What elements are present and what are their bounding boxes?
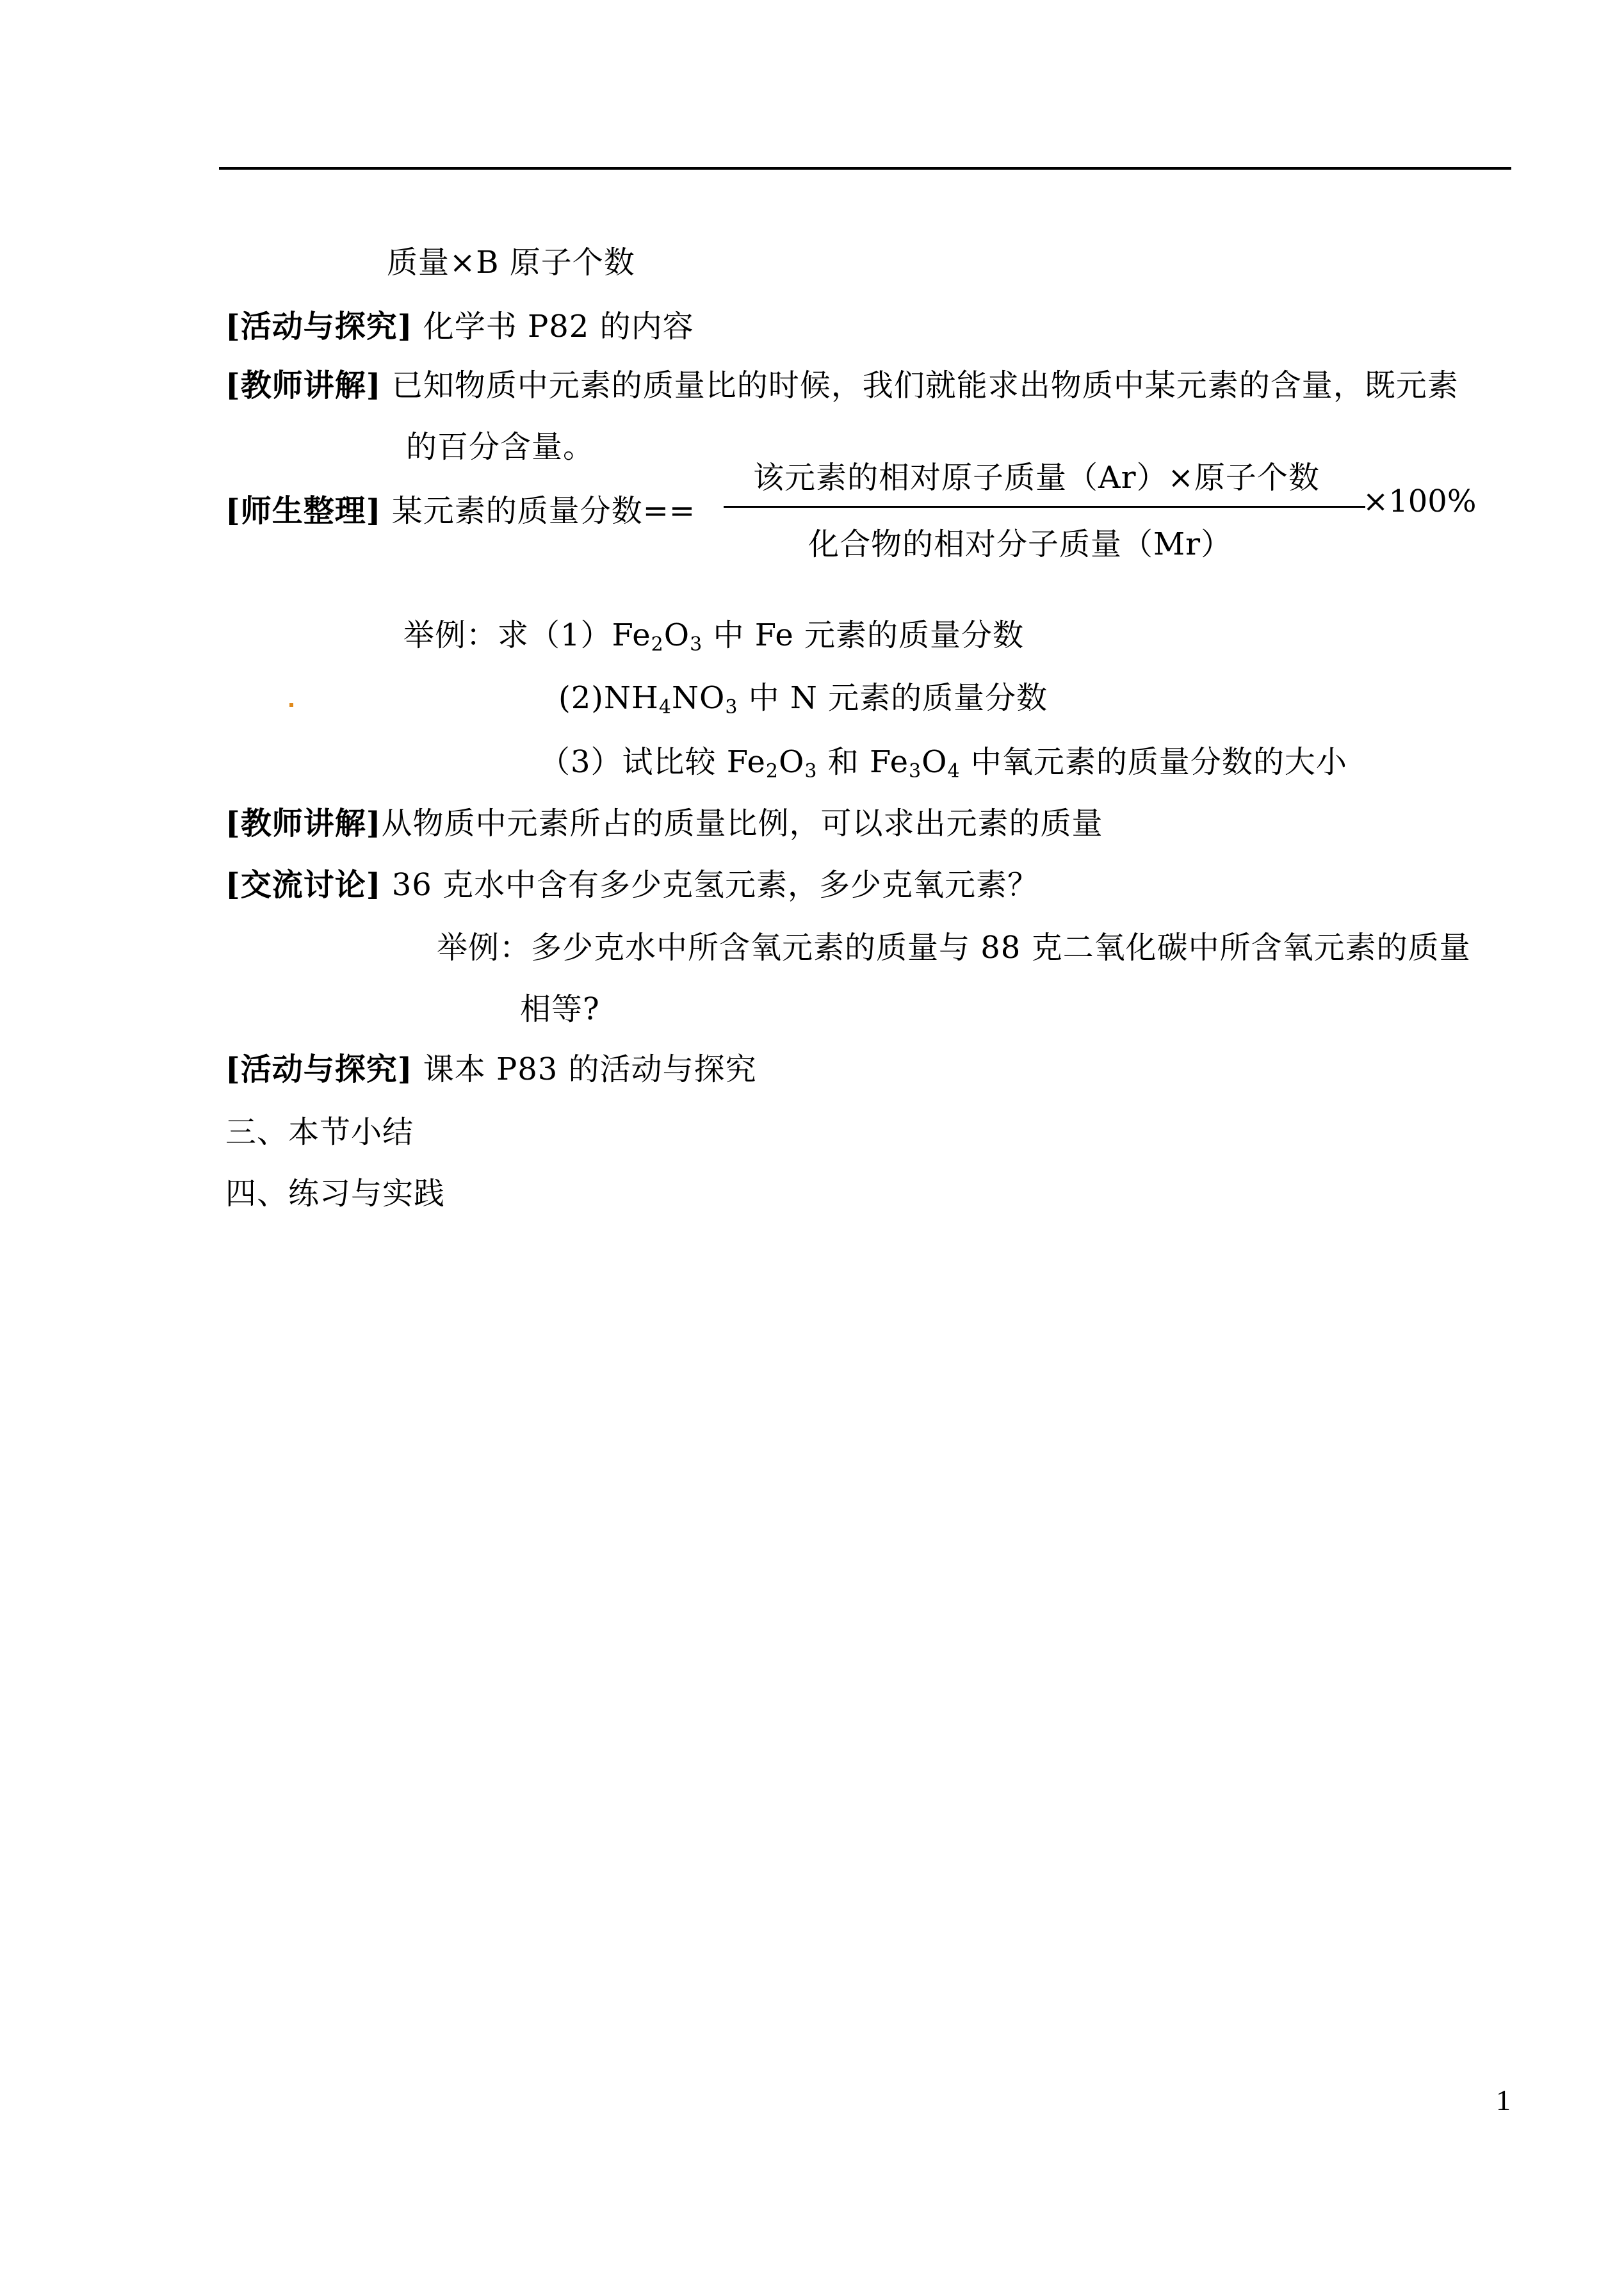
line-text: 36 克水中含有多少克氢元素，多少克氧元素？ bbox=[381, 867, 1039, 903]
line-text: 质量×B 原子个数 bbox=[387, 245, 635, 280]
example-water-co2 bbox=[437, 929, 1471, 967]
line-text: 化学书 P82 的内容 bbox=[412, 309, 694, 345]
example-3 bbox=[539, 743, 1347, 781]
example-text: 中氧元素的质量分数的大小 bbox=[960, 744, 1347, 780]
line-text: 相等? bbox=[520, 991, 600, 1027]
formula-numerator: 该元素的相对原子质量（Ar）×原子个数 bbox=[753, 460, 1320, 496]
section-tag: [交流讨论] bbox=[225, 867, 382, 903]
subscript: 2 bbox=[765, 760, 779, 783]
example-text: （3）试比较 Fe bbox=[539, 744, 766, 780]
example-text: 和 Fe bbox=[817, 744, 909, 780]
example-text: O bbox=[778, 744, 805, 780]
page-number: 1 bbox=[1496, 2084, 1511, 2116]
section-tag: [活动与探究] bbox=[225, 309, 413, 345]
example-text: O bbox=[663, 617, 690, 653]
subscript: 3 bbox=[804, 760, 818, 783]
line-text: 课本 P83 的活动与探究 bbox=[412, 1051, 757, 1087]
subscript: 3 bbox=[909, 760, 922, 783]
line-percent-content bbox=[406, 428, 594, 466]
line-teacher-explain-2 bbox=[225, 804, 1103, 843]
section-tag: [活动与探究] bbox=[225, 1051, 413, 1087]
line-text: 从物质中元素所占的质量比例，可以求出元素的质量 bbox=[381, 806, 1103, 841]
line-activity-2 bbox=[225, 1050, 757, 1089]
header-rule bbox=[219, 167, 1511, 170]
formula-fraction-bar bbox=[724, 506, 1365, 508]
formula-times-100-percent: ×100% bbox=[1363, 483, 1477, 519]
line-text: 举例：多少克水中所含氧元素的质量与 88 克二氧化碳中所含氧元素的质量 bbox=[437, 930, 1471, 966]
subscript: 3 bbox=[725, 696, 738, 718]
example-text: 中 Fe 元素的质量分数 bbox=[702, 617, 1025, 653]
line-text: 四、练习与实践 bbox=[225, 1176, 446, 1212]
example-2 bbox=[558, 679, 1048, 717]
line-text: 的百分含量。 bbox=[406, 429, 595, 465]
formula-denominator: 化合物的相对分子质量（Mr） bbox=[808, 526, 1233, 562]
example-text: (2)NH bbox=[558, 680, 659, 716]
example-text: 中 N 元素的质量分数 bbox=[738, 680, 1048, 716]
section-tag: [教师讲解] bbox=[225, 806, 382, 841]
section-tag: [教师讲解] bbox=[225, 368, 382, 403]
subscript: 4 bbox=[658, 696, 672, 718]
subscript: 3 bbox=[690, 633, 703, 656]
example-text: 举例：求（1）Fe bbox=[403, 617, 651, 653]
example-1 bbox=[403, 616, 1024, 654]
line-activity-1 bbox=[225, 307, 694, 346]
example-text: O bbox=[922, 744, 948, 780]
section-practice bbox=[225, 1174, 445, 1213]
line-text: 三、本节小结 bbox=[225, 1114, 414, 1150]
section-tag: [师生整理] bbox=[225, 493, 382, 529]
line-mass-times-atoms bbox=[387, 243, 635, 282]
subscript: 4 bbox=[947, 760, 961, 783]
line-teacher-student-summary bbox=[225, 492, 695, 530]
line-teacher-explain-1 bbox=[225, 366, 1459, 405]
line-discussion bbox=[225, 866, 1039, 904]
example-text: NO bbox=[671, 680, 726, 716]
section-summary bbox=[225, 1113, 414, 1151]
line-equal bbox=[520, 990, 600, 1028]
subscript: 2 bbox=[651, 633, 664, 656]
orange-dot-mark bbox=[289, 703, 293, 707]
line-text: 某元素的质量分数== bbox=[381, 493, 696, 529]
line-text: 已知物质中元素的质量比的时候，我们就能求出物质中某元素的含量，既元素 bbox=[381, 368, 1459, 403]
